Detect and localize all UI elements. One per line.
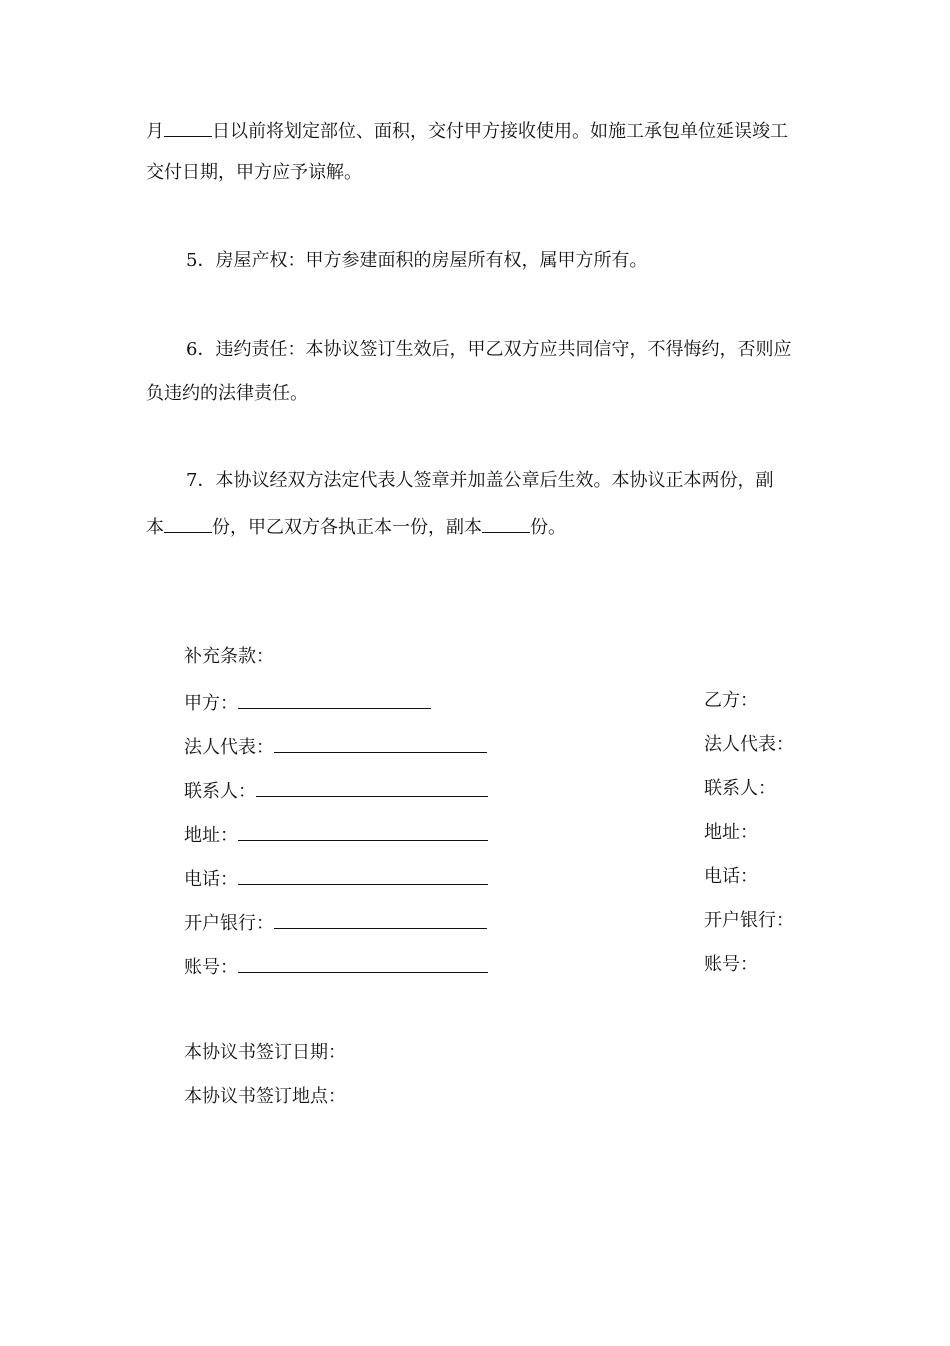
clause-7-text-b: 份，甲乙双方各执正本一份，副本 xyxy=(212,517,482,538)
party-a-legal-rep-label: 法人代表： xyxy=(184,737,274,758)
party-a-address-label: 地址： xyxy=(184,825,238,846)
clause-6-line-2: 负违约的法律责任。 xyxy=(146,383,308,404)
party-a-account-field[interactable] xyxy=(238,954,488,973)
party-a-bank-field[interactable] xyxy=(274,910,487,929)
party-a-bank-row xyxy=(184,910,487,935)
party-a-label: 甲方： xyxy=(184,693,238,714)
clause-7-text-a: 本 xyxy=(146,517,164,538)
party-a-phone-field[interactable] xyxy=(238,866,488,885)
party-a-phone-row xyxy=(184,866,488,891)
copies-blank-2[interactable] xyxy=(482,514,530,533)
sign-date-label: 本协议书签订日期： xyxy=(184,1042,346,1063)
clause-7-line-2 xyxy=(146,514,566,539)
copies-blank-1[interactable] xyxy=(164,514,212,533)
supplement-label: 补充条款： xyxy=(184,646,274,667)
party-a-contact-label: 联系人： xyxy=(184,781,256,802)
party-b-address-label: 地址： xyxy=(704,822,758,843)
party-a-address-field[interactable] xyxy=(238,822,488,841)
clause-4-text-a: 月 xyxy=(146,121,164,142)
party-a-contact-row xyxy=(184,778,488,803)
party-a-address-row xyxy=(184,822,488,847)
party-b-phone-label: 电话： xyxy=(704,866,758,887)
party-a-legal-rep-row xyxy=(184,734,487,759)
party-b-bank-label: 开户银行： xyxy=(704,910,794,931)
party-b-label: 乙方： xyxy=(704,690,758,711)
clause-4-line-2: 交付日期，甲方应予谅解。 xyxy=(146,162,362,183)
party-a-legal-rep-field[interactable] xyxy=(274,734,487,753)
clause-6-line-1: 6．违约责任：本协议签订生效后，甲乙双方应共同信守，不得悔约，否则应 xyxy=(186,339,792,360)
party-a-account-row xyxy=(184,954,488,979)
party-a-bank-label: 开户银行： xyxy=(184,913,274,934)
sign-place-label: 本协议书签订地点： xyxy=(184,1086,346,1107)
clause-5: 5．房屋产权：甲方参建面积的房屋所有权，属甲方所有。 xyxy=(186,250,648,271)
party-b-account-label: 账号： xyxy=(704,954,758,975)
party-a-account-label: 账号： xyxy=(184,957,238,978)
day-blank[interactable] xyxy=(164,118,212,137)
party-a-contact-field[interactable] xyxy=(256,778,488,797)
party-a-row xyxy=(184,690,431,715)
clause-4-text-b: 日以前将划定部位、面积，交付甲方接收使用。如施工承包单位延误竣工 xyxy=(212,121,788,142)
clause-4-line-1 xyxy=(146,118,788,143)
party-b-legal-rep-label: 法人代表： xyxy=(704,734,794,755)
clause-7-text-c: 份。 xyxy=(530,517,566,538)
party-b-contact-label: 联系人： xyxy=(704,778,776,799)
party-a-field[interactable] xyxy=(238,690,431,709)
party-a-phone-label: 电话： xyxy=(184,869,238,890)
clause-7-line-1: 7．本协议经双方法定代表人签章并加盖公章后生效。本协议正本两份，副 xyxy=(186,470,774,491)
